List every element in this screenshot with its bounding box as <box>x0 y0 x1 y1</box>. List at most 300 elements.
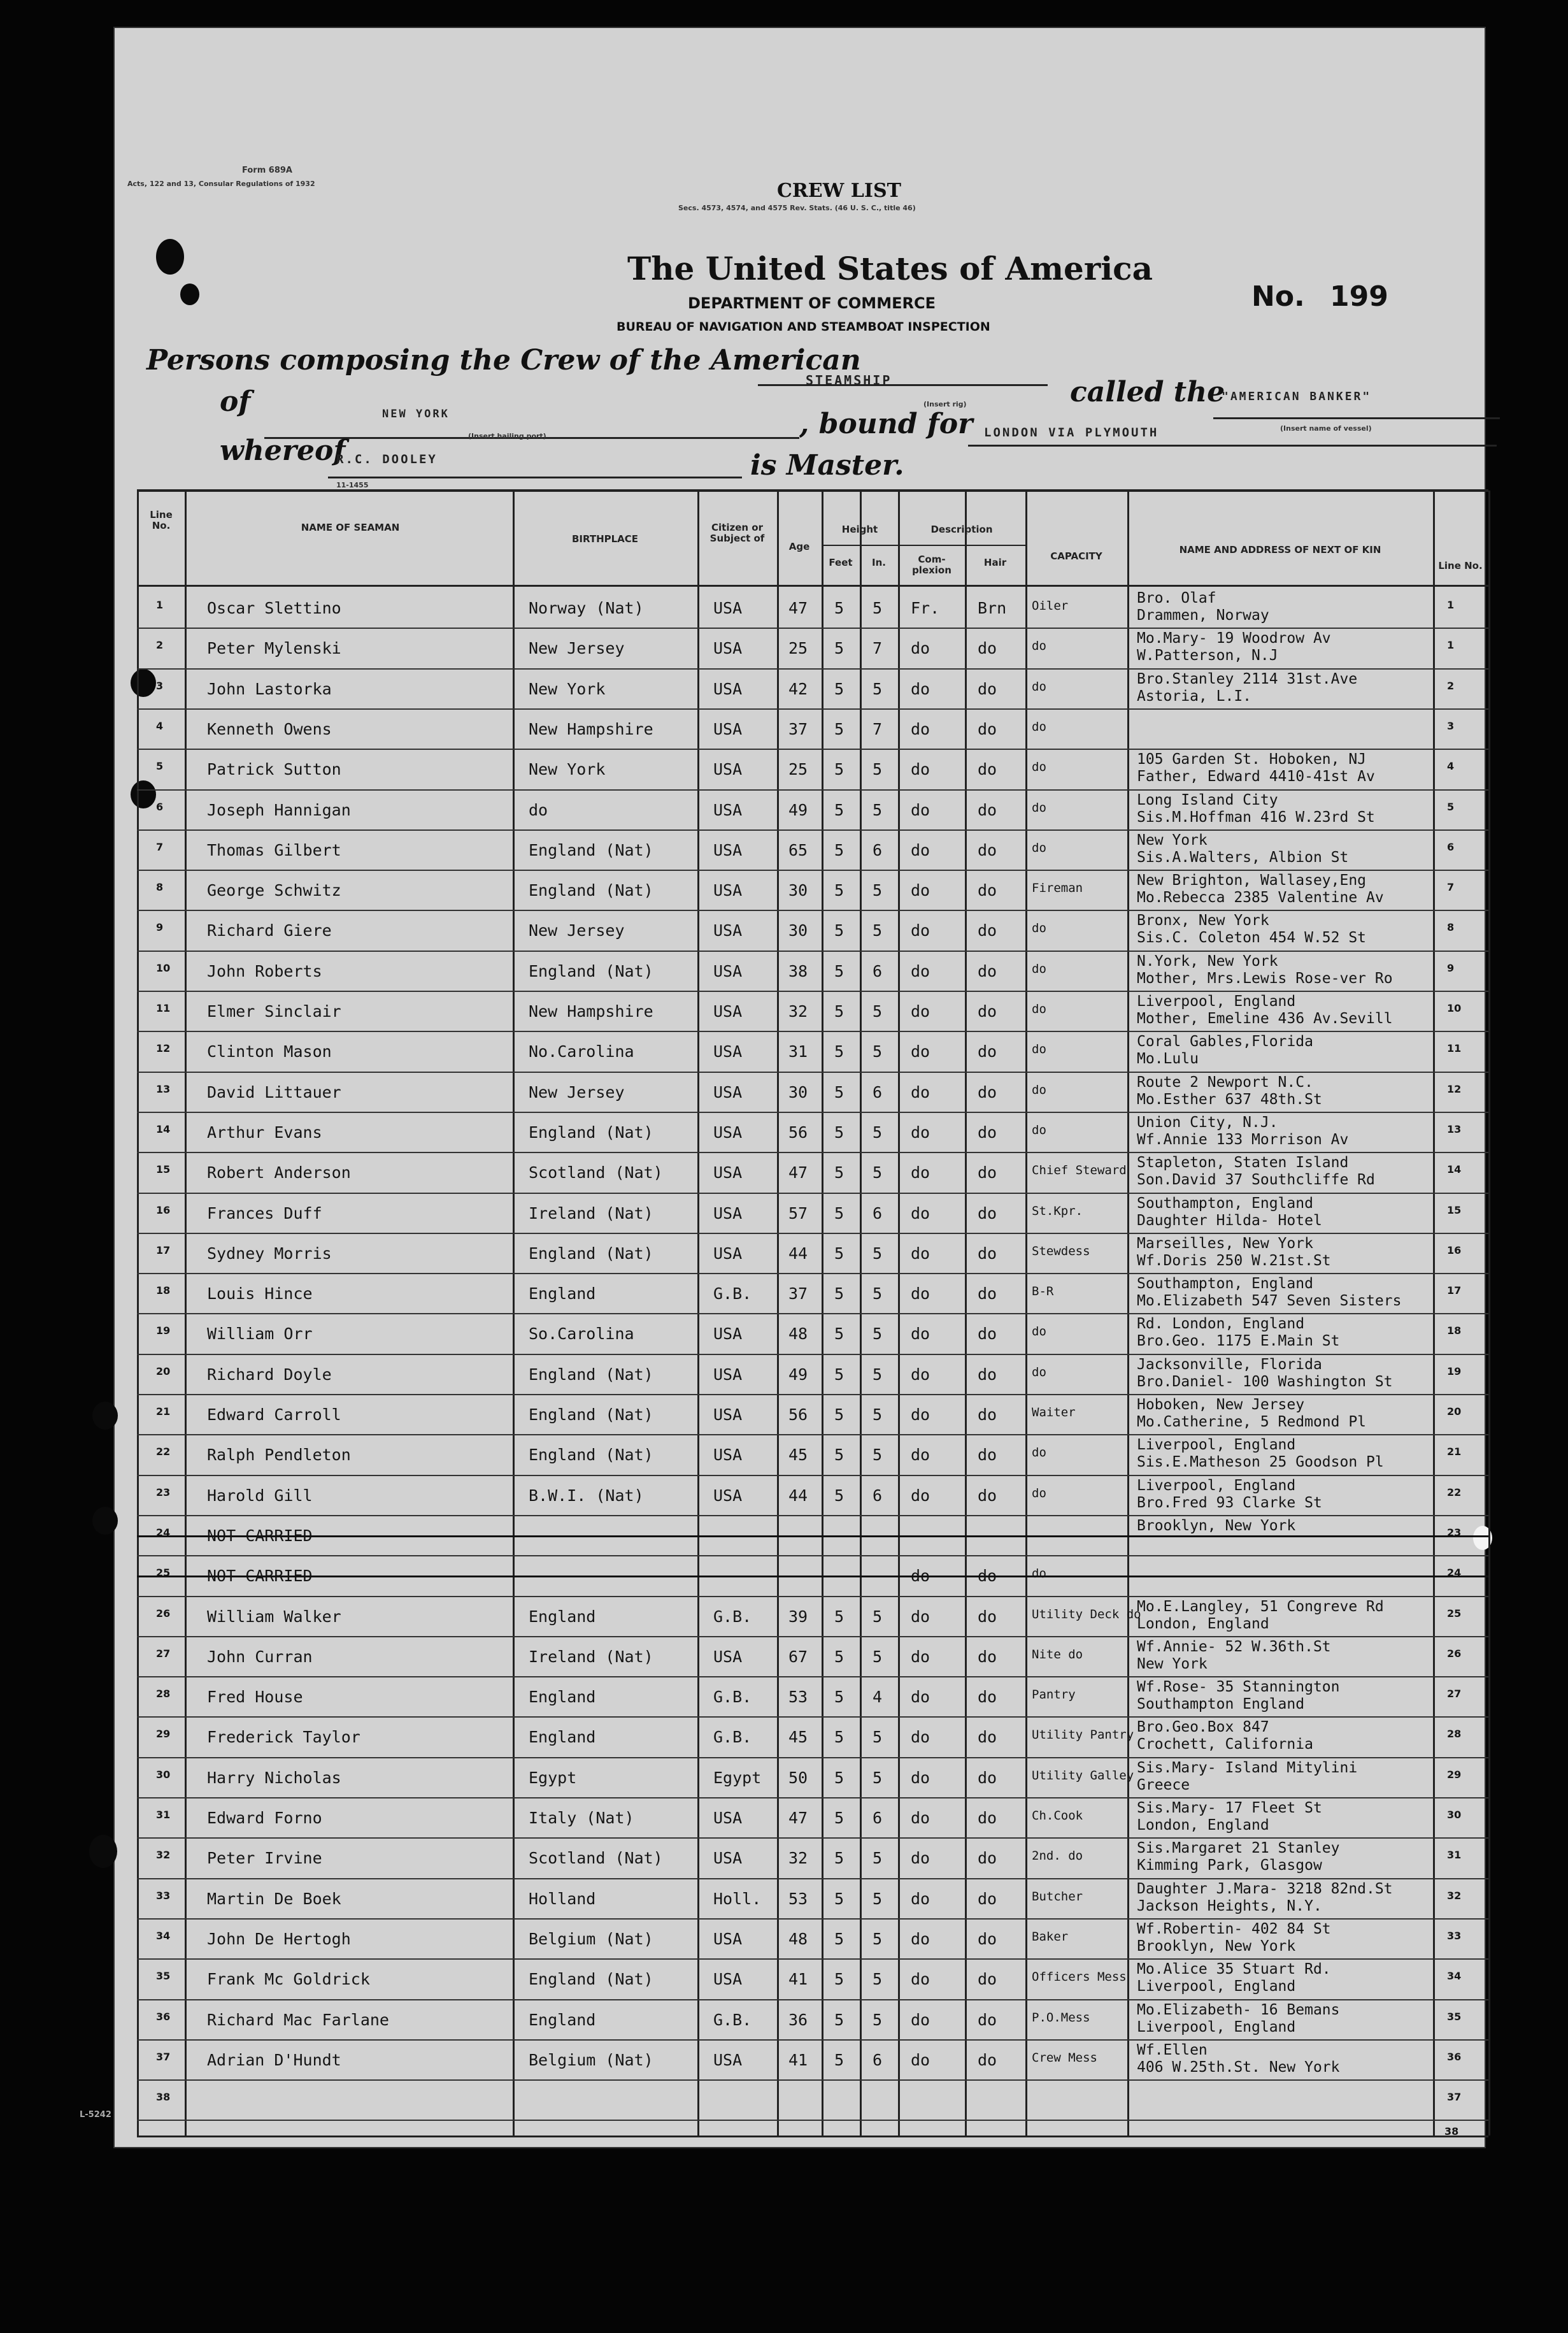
capacity: Crew Mess <box>1032 2050 1097 2065</box>
age: 37 <box>788 719 808 738</box>
line-no: 1 <box>156 599 164 611</box>
height-feet: 5 <box>834 719 845 738</box>
capacity: do <box>1032 1123 1046 1137</box>
citizenship: USA <box>713 840 743 859</box>
citizenship: USA <box>713 1002 743 1021</box>
next-of-kin-line: Mo.Esther 637 48th.St <box>1137 1091 1322 1108</box>
birthplace: do <box>529 800 548 819</box>
height-inches: 5 <box>873 1970 883 1989</box>
height-feet: 5 <box>834 800 845 819</box>
row-divider <box>137 870 1488 871</box>
age: 49 <box>788 800 808 819</box>
height-feet: 5 <box>834 639 845 658</box>
next-of-kin-line: Greece <box>1137 1776 1190 1793</box>
next-of-kin-line: Bronx, New York <box>1137 912 1269 930</box>
hair: do <box>978 1728 997 1747</box>
next-of-kin-line: Son.David 37 Southcliffe Rd <box>1137 1172 1375 1189</box>
height-feet: 5 <box>834 1002 845 1021</box>
punch-hole <box>131 780 156 808</box>
seaman-name: Frank Mc Goldrick <box>207 1970 370 1989</box>
birthplace: New Jersey <box>529 639 625 658</box>
row-divider <box>137 1555 1488 1556</box>
stamp-number: 199 <box>1330 280 1388 313</box>
next-of-kin-line: Jackson Heights, N.Y. <box>1137 1897 1322 1914</box>
row-divider <box>137 668 1488 670</box>
age: 37 <box>788 1284 808 1303</box>
next-of-kin-line: Bro.Daniel- 100 Washington St <box>1137 1373 1393 1390</box>
hair: do <box>978 921 997 940</box>
next-of-kin-line: Bro.Geo.Box 847 <box>1137 1719 1269 1736</box>
row-divider <box>137 1797 1488 1798</box>
height-inches: 5 <box>873 1768 883 1787</box>
complexion: do <box>911 961 930 980</box>
right-line-no: 19 <box>1447 1365 1462 1377</box>
right-line-no: 11 <box>1447 1042 1462 1055</box>
seaman-name: Oscar Slettino <box>207 599 341 617</box>
birthplace: Belgium (Nat) <box>529 1929 653 1948</box>
next-of-kin-line: Liverpool, England <box>1137 2018 1296 2035</box>
height-inches: 5 <box>873 1002 883 1021</box>
capacity: do <box>1032 1365 1046 1379</box>
capacity: do <box>1032 719 1046 734</box>
table-header-border <box>137 585 1488 587</box>
underline <box>328 477 742 478</box>
row-divider <box>137 1273 1488 1274</box>
hair: do <box>978 1203 997 1223</box>
row-divider <box>137 951 1488 952</box>
line-no: 18 <box>156 1284 171 1297</box>
row-divider <box>137 1434 1488 1435</box>
birthplace: Holland <box>529 1889 596 1908</box>
birthplace: New Hampshire <box>529 719 653 738</box>
complexion: do <box>911 1042 930 1061</box>
row-divider <box>137 1918 1488 1920</box>
vessel-name: "AMERICAN BANKER" <box>1222 390 1372 403</box>
line-no: 30 <box>156 1768 171 1781</box>
height-inches: 5 <box>873 1244 883 1263</box>
line-no: 26 <box>156 1607 171 1619</box>
age: 67 <box>788 1647 808 1666</box>
age: 48 <box>788 1324 808 1344</box>
next-of-kin-line: Mo.Mary- 19 Woodrow Av <box>1137 630 1331 647</box>
description-subdivider <box>898 545 1025 546</box>
hair: do <box>978 1486 997 1505</box>
complexion: do <box>911 1284 930 1303</box>
complexion: do <box>911 1324 930 1344</box>
column-divider <box>1488 491 1490 2136</box>
line-no: 14 <box>156 1123 171 1135</box>
right-line-no: 4 <box>1447 760 1455 773</box>
next-of-kin-line: Liverpool, England <box>1137 1477 1296 1494</box>
row-divider <box>137 1354 1488 1355</box>
citizenship: USA <box>713 760 743 779</box>
citizenship: USA <box>713 2050 743 2069</box>
right-line-no: 12 <box>1447 1082 1462 1095</box>
capacity: Oiler <box>1032 599 1069 613</box>
citizenship: USA <box>713 719 743 738</box>
col-age: Age <box>788 541 810 552</box>
height-inches: 6 <box>873 1082 883 1102</box>
complexion: do <box>911 1244 930 1263</box>
height-feet: 5 <box>834 760 845 779</box>
punch-hole <box>156 239 184 275</box>
next-of-kin-line: New Brighton, Wallasey,Eng <box>1137 872 1367 889</box>
height-feet: 5 <box>834 1203 845 1223</box>
col-hair: Hair <box>983 557 1007 568</box>
underline <box>968 445 1497 447</box>
height-inches: 5 <box>873 1929 883 1948</box>
row-divider <box>137 1837 1488 1839</box>
citizenship: USA <box>713 679 743 698</box>
row-divider <box>137 1878 1488 1879</box>
height-feet: 5 <box>834 1889 845 1908</box>
citizenship: USA <box>713 1163 743 1182</box>
row-divider <box>137 1152 1488 1153</box>
birthplace: England (Nat) <box>529 1970 653 1989</box>
next-of-kin-line: Brooklyn, New York <box>1137 1517 1296 1534</box>
citizenship: USA <box>713 1929 743 1948</box>
next-of-kin-line: Mother, Mrs.Lewis Rose-ver Ro <box>1137 970 1393 987</box>
right-line-no: 5 <box>1447 800 1455 813</box>
birthplace: Italy (Nat) <box>529 1809 634 1827</box>
next-of-kin-line: 406 W.25th.St. New York <box>1137 2058 1340 2076</box>
line-no: 6 <box>156 800 164 813</box>
hair: do <box>978 1284 997 1303</box>
row-divider <box>137 910 1488 911</box>
height-inches: 5 <box>873 1647 883 1666</box>
col-next-of-kin: NAME AND ADDRESS OF NEXT OF KIN <box>1179 544 1381 556</box>
height-inches: 5 <box>873 1889 883 1908</box>
birthplace: England <box>529 1688 596 1707</box>
called-label: called the <box>1070 376 1225 408</box>
complexion: do <box>911 760 930 779</box>
height-inches: 5 <box>873 1405 883 1424</box>
seaman-name: Fred House <box>207 1688 303 1707</box>
birthplace: England <box>529 1607 596 1626</box>
seaman-name: Joseph Hannigan <box>207 800 351 819</box>
citizenship: USA <box>713 1324 743 1344</box>
complexion: do <box>911 800 930 819</box>
punch-hole <box>89 1835 117 1868</box>
next-of-kin-line: Stapleton, Staten Island <box>1137 1154 1349 1172</box>
birthplace: England (Nat) <box>529 1405 653 1424</box>
birthplace: Norway (Nat) <box>529 599 644 617</box>
col-line-no-right: Line No. <box>1438 560 1483 571</box>
height-inches: 5 <box>873 881 883 900</box>
seaman-name: Peter Irvine <box>207 1849 322 1868</box>
row-divider <box>137 2079 1488 2081</box>
hair: do <box>978 1082 997 1102</box>
col-capacity: CAPACITY <box>1050 550 1102 562</box>
line-no: 23 <box>156 1486 171 1498</box>
strike-line <box>137 1576 1488 1577</box>
home-port-hint: (Insert hailing port) <box>468 432 546 440</box>
right-line-no: 30 <box>1447 1809 1462 1821</box>
complexion: do <box>911 639 930 658</box>
seaman-name: Ralph Pendleton <box>207 1446 351 1465</box>
height-inches: 6 <box>873 2050 883 2069</box>
age: 50 <box>788 1768 808 1787</box>
seaman-name: Frederick Taylor <box>207 1728 360 1747</box>
next-of-kin-line: Bro.Geo. 1175 E.Main St <box>1137 1333 1340 1350</box>
right-line-no: 16 <box>1447 1244 1462 1256</box>
right-line-no: 25 <box>1447 1607 1462 1619</box>
height-feet: 5 <box>834 2050 845 2069</box>
age: 49 <box>788 1365 808 1384</box>
line-no: 34 <box>156 1929 171 1942</box>
next-of-kin-line: Mo.Elizabeth 547 Seven Sisters <box>1137 1293 1402 1310</box>
citizenship: USA <box>713 1365 743 1384</box>
line-no: 37 <box>156 2050 171 2063</box>
next-of-kin-line: Jacksonville, Florida <box>1137 1356 1322 1373</box>
capacity: Pantry <box>1032 1688 1076 1702</box>
seaman-name: Sydney Morris <box>207 1244 332 1263</box>
line-no: 8 <box>156 881 164 894</box>
birthplace: New York <box>529 679 606 698</box>
next-of-kin-line: Liverpool, England <box>1137 1437 1296 1454</box>
line-no: 5 <box>156 760 164 773</box>
citizenship: USA <box>713 1123 743 1142</box>
seaman-name: George Schwitz <box>207 881 341 900</box>
persons-label: Persons composing the Crew of the American <box>146 344 861 377</box>
seaman-name: Harold Gill <box>207 1486 313 1505</box>
height-feet: 5 <box>834 1607 845 1626</box>
height-inches: 5 <box>873 1042 883 1061</box>
citizenship: G.B. <box>713 1607 752 1626</box>
age: 39 <box>788 1607 808 1626</box>
capacity: do <box>1032 1082 1046 1097</box>
right-line-no: 6 <box>1447 840 1455 853</box>
age: 47 <box>788 1809 808 1827</box>
row-divider <box>137 1031 1488 1032</box>
seaman-name: Edward Carroll <box>207 1405 341 1424</box>
birthplace: New Jersey <box>529 1082 625 1102</box>
punch-hole <box>180 284 199 305</box>
hair: do <box>978 840 997 859</box>
height-feet: 5 <box>834 1446 845 1465</box>
hair: do <box>978 961 997 980</box>
hair: do <box>978 1123 997 1142</box>
complexion: do <box>911 881 930 900</box>
birthplace: England <box>529 2010 596 2029</box>
next-of-kin-line: Daughter Hilda- Hotel <box>1137 1212 1322 1229</box>
strike-line <box>137 1535 1488 1537</box>
hair: do <box>978 1042 997 1061</box>
birthplace: Ireland (Nat) <box>529 1203 653 1223</box>
complexion: do <box>911 1486 930 1505</box>
height-inches: 5 <box>873 1728 883 1747</box>
next-of-kin-line: Southampton, England <box>1137 1195 1313 1212</box>
height-feet: 5 <box>834 1929 845 1948</box>
capacity: Waiter <box>1032 1405 1076 1419</box>
col-inches: In. <box>872 557 886 568</box>
birthplace: England (Nat) <box>529 840 653 859</box>
next-of-kin-line: Wf.Doris 250 W.21st.St <box>1137 1252 1331 1269</box>
next-of-kin-line: Mo.Alice 35 Stuart Rd. <box>1137 1961 1331 1978</box>
right-line-no: 23 <box>1447 1526 1462 1539</box>
seaman-name: John Curran <box>207 1647 313 1666</box>
height-inches: 5 <box>873 921 883 940</box>
row-divider <box>137 1999 1488 2000</box>
seaman-name: Richard Giere <box>207 921 332 940</box>
punch-hole <box>92 1507 118 1535</box>
capacity: Fireman <box>1032 881 1083 896</box>
birthplace: England (Nat) <box>529 881 653 900</box>
col-citizen: Citizen or Subject of <box>709 522 765 544</box>
line-no: 33 <box>156 1889 171 1902</box>
height-feet: 5 <box>834 599 845 617</box>
citizenship: G.B. <box>713 1284 752 1303</box>
height-inches: 6 <box>873 1203 883 1223</box>
height-inches: 5 <box>873 1849 883 1868</box>
height-inches: 5 <box>873 1284 883 1303</box>
height-inches: 7 <box>873 719 883 738</box>
underline <box>758 384 1048 386</box>
capacity: do <box>1032 921 1046 936</box>
capacity: Nite do <box>1032 1647 1083 1662</box>
birthplace: Egypt <box>529 1768 577 1787</box>
height-feet: 5 <box>834 1365 845 1384</box>
right-line-no: 20 <box>1447 1405 1462 1418</box>
next-of-kin-line: Southampton England <box>1137 1696 1305 1713</box>
height-subdivider <box>822 545 898 546</box>
right-line-no: 13 <box>1447 1123 1462 1135</box>
height-inches: 5 <box>873 1123 883 1142</box>
last-right-line-no: 38 <box>1444 2125 1459 2137</box>
next-of-kin-line: Marseilles, New York <box>1137 1235 1313 1252</box>
col-height: Height <box>841 524 878 535</box>
height-inches: 5 <box>873 599 883 617</box>
hair: do <box>978 2010 997 2029</box>
row-divider <box>137 1596 1488 1597</box>
capacity: Officers Mess <box>1032 1970 1127 1985</box>
next-of-kin-line: Sis.E.Matheson 25 Goodson Pl <box>1137 1454 1384 1471</box>
right-line-no: 7 <box>1447 881 1455 894</box>
underline <box>1213 417 1500 419</box>
home-port: NEW YORK <box>382 408 450 420</box>
height-inches: 6 <box>873 840 883 859</box>
hair: do <box>978 800 997 819</box>
height-feet: 5 <box>834 1970 845 1989</box>
nation-title: The United States of America <box>627 250 1153 287</box>
citizenship: USA <box>713 1809 743 1827</box>
height-feet: 5 <box>834 1486 845 1505</box>
line-no: 13 <box>156 1082 171 1095</box>
height-feet: 5 <box>834 1123 845 1142</box>
birthplace: New Hampshire <box>529 1002 653 1021</box>
line-no: 4 <box>156 719 164 732</box>
row-divider <box>137 1958 1488 1960</box>
next-of-kin-line: Bro. Olaf <box>1137 590 1216 607</box>
next-of-kin-line: New York <box>1137 831 1208 849</box>
age: 65 <box>788 840 808 859</box>
height-feet: 5 <box>834 1688 845 1707</box>
line-no: 17 <box>156 1244 171 1256</box>
seaman-name: Louis Hince <box>207 1284 313 1303</box>
height-inches: 5 <box>873 800 883 819</box>
right-line-no: 8 <box>1447 921 1455 934</box>
next-of-kin-line: 105 Garden St. Hoboken, NJ <box>1137 751 1367 768</box>
height-inches: 5 <box>873 1324 883 1344</box>
citizenship: USA <box>713 599 743 617</box>
col-description: Description <box>930 524 993 535</box>
citizenship: USA <box>713 1042 743 1061</box>
next-of-kin-line: Route 2 Newport N.C. <box>1137 1073 1313 1091</box>
line-no: 27 <box>156 1647 171 1660</box>
citizenship: USA <box>713 1970 743 1989</box>
complexion: do <box>911 2050 930 2069</box>
row-divider <box>137 749 1488 750</box>
row-divider <box>137 1757 1488 1758</box>
age: 57 <box>788 1203 808 1223</box>
next-of-kin-line: Liverpool, England <box>1137 1978 1296 1995</box>
height-inches: 5 <box>873 2010 883 2029</box>
seaman-name: William Walker <box>207 1607 341 1626</box>
hair: do <box>978 1567 997 1586</box>
next-of-kin-line: Bro.Stanley 2114 31st.Ave <box>1137 670 1358 687</box>
complexion: do <box>911 679 930 698</box>
right-line-no: 34 <box>1447 1970 1462 1983</box>
birthplace: England (Nat) <box>529 1365 653 1384</box>
complexion: do <box>911 2010 930 2029</box>
line-no: 28 <box>156 1688 171 1700</box>
next-of-kin-line: Union City, N.J. <box>1137 1114 1278 1131</box>
master-label: is Master. <box>750 449 904 482</box>
age: 44 <box>788 1244 808 1263</box>
next-of-kin-line: Mo.E.Langley, 51 Congreve Rd <box>1137 1598 1384 1615</box>
height-feet: 5 <box>834 1082 845 1102</box>
capacity: do <box>1032 1324 1046 1339</box>
age: 41 <box>788 1970 808 1989</box>
capacity: do <box>1032 1446 1046 1460</box>
row-divider <box>137 1072 1488 1073</box>
height-inches: 5 <box>873 1365 883 1384</box>
hair: do <box>978 1688 997 1707</box>
next-of-kin-line: Sis.C. Coleton 454 W.52 St <box>1137 930 1367 947</box>
line-no: 22 <box>156 1446 171 1458</box>
age: 41 <box>788 2050 808 2069</box>
right-line-no: 21 <box>1447 1446 1462 1458</box>
height-feet: 5 <box>834 921 845 940</box>
next-of-kin-line: London, England <box>1137 1615 1269 1632</box>
seaman-name: Richard Mac Farlane <box>207 2010 389 2029</box>
hair: do <box>978 1446 997 1465</box>
age: 30 <box>788 921 808 940</box>
row-divider <box>137 1233 1488 1234</box>
next-of-kin-line: Hoboken, New Jersey <box>1137 1396 1305 1413</box>
complexion: do <box>911 1647 930 1666</box>
height-feet: 5 <box>834 1647 845 1666</box>
citizenship: USA <box>713 639 743 658</box>
stamp-prefix: No. <box>1251 280 1305 313</box>
line-no: 7 <box>156 840 164 853</box>
seaman-name: Martin De Boek <box>207 1889 341 1908</box>
capacity: do <box>1032 1042 1046 1057</box>
hair: do <box>978 679 997 698</box>
row-divider <box>137 1636 1488 1637</box>
seaman-name: Robert Anderson <box>207 1163 351 1182</box>
next-of-kin-line: Father, Edward 4410-41st Av <box>1137 768 1375 786</box>
hair: do <box>978 1929 997 1948</box>
height-inches: 4 <box>873 1688 883 1707</box>
right-line-no: 18 <box>1447 1324 1462 1337</box>
next-of-kin-line: Sis.Mary- Island Mitylini <box>1137 1759 1358 1776</box>
age: 56 <box>788 1405 808 1424</box>
table-bottom-border <box>137 2136 1488 2137</box>
bound-label: , bound for <box>799 408 973 440</box>
whereof-label: whereof <box>220 434 346 467</box>
citizenship: USA <box>713 800 743 819</box>
